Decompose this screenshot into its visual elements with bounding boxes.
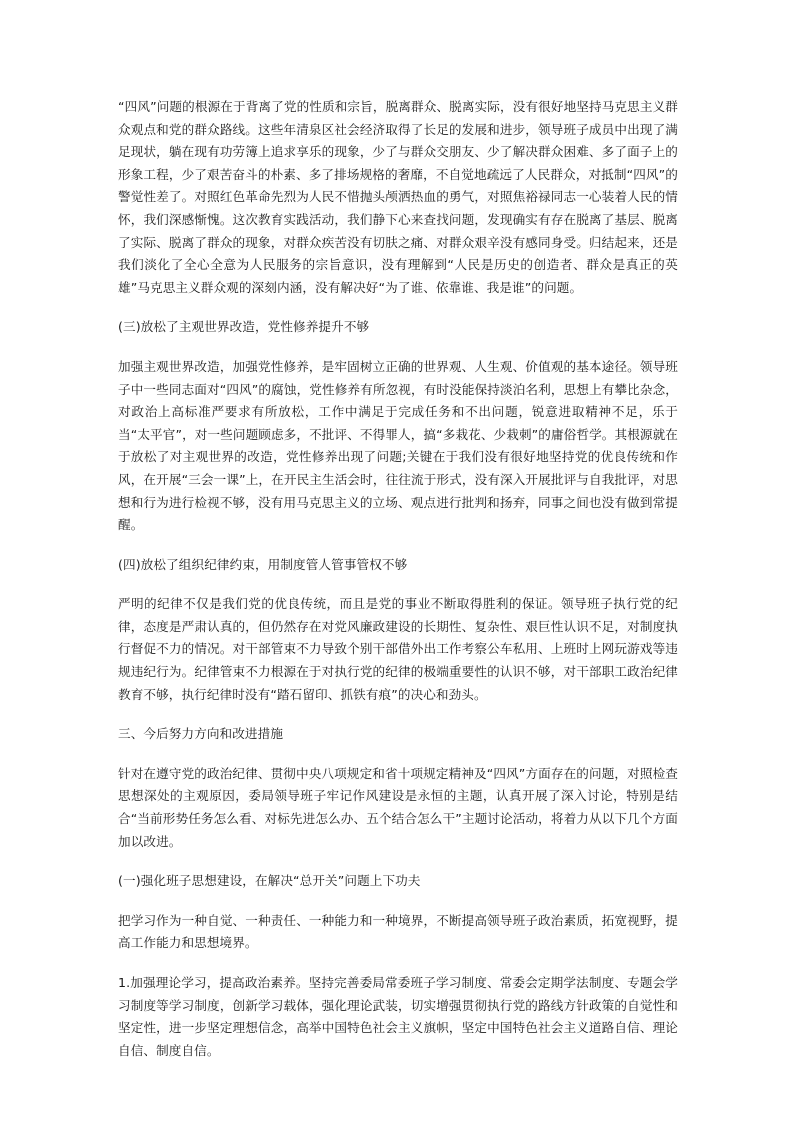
paragraph-improvement-intro: 针对在遵守党的政治纪律、贯彻中央八项规定和省十项规定精神及“四风”方面存在的问题，对照检查思想深处的主观原因，委局领导班子牢记作风建设是永恒的主题，认真开展了深入讨论，特别是结合“当前形势任务怎么看、对标先进怎么办、五个结合怎么干”主题讨论活动，将着力从以下几个方面加以改进。 (118, 765, 678, 849)
paragraph-gap (118, 746, 678, 763)
section-heading-3: (三)放松了主观世界改造，党性修养提升不够 (118, 319, 370, 335)
paragraph-gap (118, 955, 678, 972)
paragraph-gap (118, 339, 678, 356)
paragraph-gap (118, 893, 678, 910)
paragraph-party-spirit: 加强主观世界改造，加强党性修养，是牢固树立正确的世界观、人生观、价值观的基本途径。领导班子中一些同志面对“四风”的腐蚀，党性修养有所忽视，有时没能保持淡泊名利，思想上有攀比杂念，对政治上高标准严要求有所放松，工作中满足于完成任务和不出问题，锐意进取精神不足，乐于当“太平官”，对一些问题顾虑多，不批评、不得罪人，搞“多栽花、少栽刺”的庸俗哲学。其根源就在于放松了对主观世界的改造，党性修养出现了问题;关键在于我们没有很好地坚持党的优良传统和作风，在开展“三会一课”上，在开民主生活会时，往往流于形式，没有深入开展批评与自我批评，对思想和行为进行检视不够，没有用马克思主义的立场、观点进行批判和扬弃，同事之间也没有做到常提醒。 (118, 358, 678, 533)
paragraph-discipline: 严明的纪律不仅是我们党的优良传统，而且是党的事业不断取得胜利的保证。领导班子执行党的纪律，态度是严肃认真的，但仍然存在对党风廉政建设的长期性、复杂性、艰巨性认识不足，对制度执行督促不力的情况。对干部管束不力导致个别干部借外出工作考察公车私用、上班时上网玩游戏等违规违纪行为。纪律管束不力根源在于对执行党的纪律的极端重要性的认识不够，对干部职工政治纪律教育不够，执行纪律时没有“踏石留印、抓铁有痕”的决心和劲头。 (118, 596, 678, 702)
paragraph-study: 把学习作为一种自觉、一种责任、一种能力和一种境界，不断提高领导班子政治素质，拓宽视野，提高工作能力和思想境界。 (118, 912, 678, 951)
paragraph-mass-line: “四风”问题的根源在于背离了党的性质和宗旨，脱离群众、脱离实际，没有很好地坚持马克思主义群众观点和党的群众路线。这些年清泉区社会经济取得了长足的发展和进步，领导班子成员中出现了满足现状，躺在现有功劳簿上追求享乐的现象，少了与群众交朋友、少了解决群众困难、多了面子上的形象工程，少了艰苦奋斗的朴素、多了排场规格的奢靡，不自觉地疏远了人民群众，对抵制“四风”的警觉性差了。对照红色革命先烈为人民不惜抛头颅洒热血的勇气，对照焦裕禄同志一心装着人民的情怀，我们深感惭愧。这次教育实践活动，我们静下心来查找问题，发现确实有存在脱离了基层、脱离了实际、脱离了群众的现象，对群众疾苦没有切肤之痛、对群众艰辛没有感同身受。归结起来，还是我们淡化了全心全意为人民服务的宗旨意识，没有理解到“人民是历史的创造者、群众是真正的英雄”马克思主义群众观的深刻内涵，没有解决好“为了谁、依靠谁、我是谁”的问题。 (118, 99, 678, 295)
paragraph-gap (118, 537, 678, 554)
paragraph-theory-study: 1.加强理论学习，提高政治素养。坚持完善委局常委班子学习制度、常委会定期学法制度、专题会学习制度等学习制度，创新学习载体，强化理论武装，切实增强贯彻执行党的路线方针政策的自觉性和坚定性，进一步坚定理想信念，高举中国特色社会主义旗帜，坚定中国特色社会主义道路自信、理论自信、制度自信。 (118, 975, 678, 1058)
paragraph-gap (118, 576, 678, 593)
paragraph-gap (118, 299, 678, 316)
section-heading-1: (一)强化班子思想建设，在解决“总开关”问题上下功夫 (118, 873, 421, 889)
section-heading-4: (四)放松了组织纪律约束，用制度管人管事管权不够 (118, 556, 408, 572)
document-page (118, 96, 678, 1062)
paragraph-gap (118, 853, 678, 870)
chapter-heading-3: 三、今后努力方向和改进措施 (118, 726, 284, 742)
paragraph-gap (118, 706, 678, 723)
